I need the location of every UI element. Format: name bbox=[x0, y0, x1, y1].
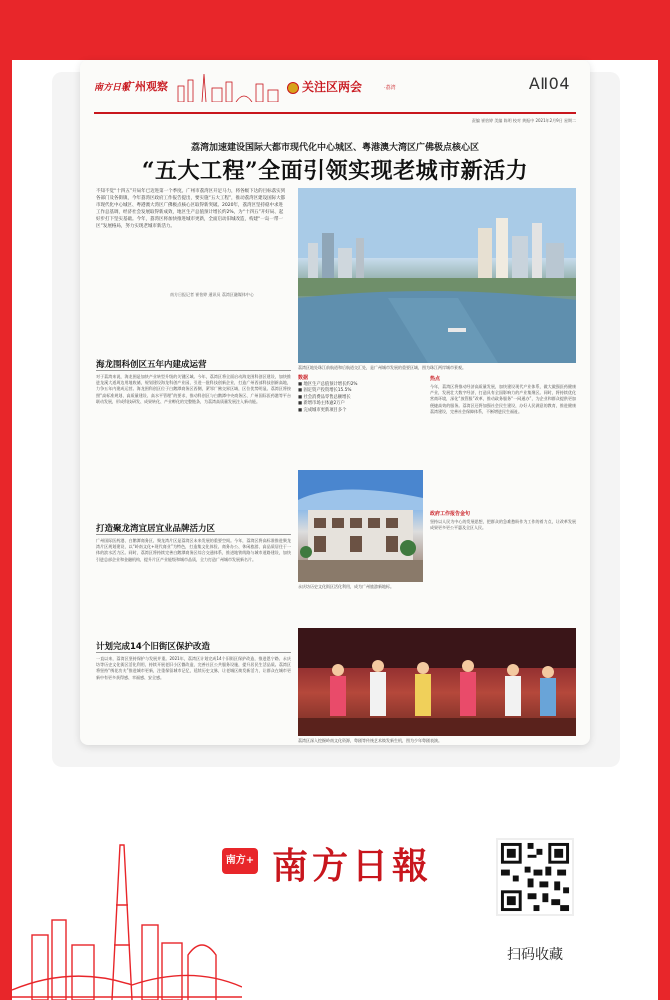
section1-title: 海龙围科创区五年内建成运营 bbox=[96, 360, 207, 370]
red-frame-top bbox=[0, 0, 670, 60]
article-lead: 不知不觉“十四五”开局年已迈进第一个季度。广州市荔湾区开足马力，将各级下达的目标落实到各部门及各街镇，今年荔湾区政府工作报告提出，要实施“五大工程”，推动荔湾区建设国际大都市现代化中心城区、粤港澳大湾区广佛极点核心区取得新突破。2020年，荔湾区坚持稳中求进工作总基调，经济社会发展取得新成效，地区生产总值预计增长约2%，为“十四五”开好局、起好步打下坚实基础。今年，荔湾区将加快推进城市更新，全面启动旧城改造，构建“一岛一带一区”发展格局，努力实现老城市新活力。 bbox=[96, 189, 286, 229]
data-item: ■ 社会消费品零售总额增长 bbox=[298, 394, 351, 400]
quotes-title: 政府工作报告金句 bbox=[430, 511, 471, 517]
opera-illustration bbox=[298, 628, 576, 736]
red-frame-left bbox=[0, 0, 12, 1000]
hot-topic-title: 热点 bbox=[430, 376, 441, 382]
masthead-logo: 南方日報 bbox=[94, 83, 131, 93]
masthead-divider bbox=[94, 112, 576, 114]
skyline-icon bbox=[174, 72, 284, 102]
right-column bbox=[430, 375, 576, 619]
masthead bbox=[94, 72, 576, 132]
street-photo-caption: 永庆坊历史文化街区活化利用，成为广州旅游新地标。 bbox=[298, 584, 394, 589]
section2-rule bbox=[96, 534, 291, 535]
masthead-info: 责编 崔怡婷 美编 陈明 校对 黄振中 2021年2月9日 星期二 bbox=[471, 118, 576, 123]
app-logo[interactable]: 南方+ bbox=[222, 848, 258, 874]
data-item: ■ 固定资产投资增长15.5% bbox=[298, 388, 352, 393]
data-box-title: 数据 bbox=[298, 375, 309, 381]
section-name: 广州观察 bbox=[124, 80, 168, 93]
hot-topic-body: 今年，荔湾区将推动经济高质量发展，加快建设现代产业体系，做大做强医药健康产业，发展壮大数字经济，打造具有全国影响力的产业集聚区。同时，将持续优化营商环境，深化“放管服”改革，推动政务服务“一网通办”，为企业和群众提供更加便捷高效的服务。荔湾区还将加强社会民生建设，办好人民满意的教育，推进健康荔湾建设，完善社会保障体系，不断增进民生福祉。 bbox=[430, 384, 576, 414]
opera-photo-caption: 荔湾区深入挖掘岭南文化资源，粤剧等传统艺术焕发新生机，图为少年粤剧表演。 bbox=[298, 738, 442, 743]
data-item: ■ 完成城市更新项目多个 bbox=[298, 407, 347, 413]
opera-performance-photo bbox=[298, 628, 576, 736]
newspaper-name: 南方日報 bbox=[272, 845, 433, 887]
section1-rule bbox=[96, 370, 291, 371]
historic-street-illustration bbox=[298, 470, 423, 582]
section3-body: 一直以来，荔湾区坚持保护与发展并重。2021年，荔湾区计划完成14个旧街区保护改造，推进恩宁路、永庆坊等历史文化街区活化利用，持续开展老旧小区微改造，完善社区公共服务设施，提升居民生活品质。荔湾区将坚持“绣花功夫”推进城市更新，注重保留城市记忆，延续历史文脉，让老城区焕发新活力，让群众在城市更新中有更多获得感、幸福感、安全感。 bbox=[96, 656, 291, 680]
topic-subtitle: ·荔湾 bbox=[384, 85, 396, 91]
qr-label: 扫码收藏 bbox=[507, 947, 563, 963]
data-item: ■ 地区生产总值预计增长约2% bbox=[298, 381, 358, 387]
section2-body: 广州国际医药港、白鹅潭商务区、聚龙湾片区是荔湾区未来发展的重要空间。今年，荔湾区将高标准推进聚龙湾片区规划建设，以“岭南文化+现代商业”为特色，打造集文化体验、商务办公、休闲旅游、高品质居住于一体的滨水活力区。同时，荔湾区将持续完善白鹅潭商务区综合交通体系，推进地铁线路与城市道路建设，加快引进总部企业和金融机构，提升片区产业能级和城市品质，全力打造广州城市发展新名片。 bbox=[96, 538, 291, 562]
topic-title: 关注区两会 bbox=[302, 80, 363, 94]
historic-street-photo bbox=[298, 470, 423, 582]
data-item: ■ 新增市场主体逾2万户 bbox=[298, 401, 345, 406]
section1-body: 对于荔湾来说，海龙围是加快产业转型升级的关键区域。今年，荔湾区将全面启动海龙围科创区建设，加快推进龙溪大道周边用地收储，规划建设海龙科创产业园，引进一批科技创新企业，打造广州西部科技创新高地，力争五年内建成运营。海龙围科创区位于白鹅潭商务区西侧，紧邻广佛交界区域，区位优势明显。荔湾区将按照“高标准规划、高质量建设、高水平管理”的要求，推动科创区与白鹅潭中央商务区、广州国际医药港等平台联动发展，形成科技研发、成果转化、产业孵化的完整链条，为荔湾高质量发展注入新动能。 bbox=[96, 374, 291, 404]
newspaper-page[interactable] bbox=[80, 60, 590, 745]
emblem-icon bbox=[287, 82, 299, 94]
river-city-illustration bbox=[298, 188, 576, 363]
river-photo-caption: 荔湾区地处珠江前航道和后航道交汇处，是广州城市发展的重要区域，图为珠江两岸城市景观。 bbox=[298, 365, 466, 370]
qr-code-icon bbox=[498, 840, 572, 914]
red-frame-right bbox=[658, 0, 670, 1000]
data-box bbox=[298, 375, 423, 414]
article-headline: “五大工程”全面引领实现老城市新活力 bbox=[141, 158, 529, 184]
quotes-body: 坚持以人民为中心的发展思想，把群众的急难愁盼作为工作的着力点，让改革发展成果更多更公平惠及全区人民。 bbox=[430, 519, 576, 531]
article-byline: 南方日报记者 崔怡婷 通讯员 荔湾区融媒体中心 bbox=[170, 292, 254, 297]
section3-title: 计划完成14个旧街区保护改造 bbox=[96, 642, 210, 652]
article-kicker: 荔湾加速建设国际大都市现代化中心城区、粤港澳大湾区广佛极点核心区 bbox=[190, 143, 479, 153]
page-number: AⅡ04 bbox=[528, 74, 570, 93]
section2-title: 打造聚龙湾宜居宜业品牌活力区 bbox=[96, 524, 216, 534]
guangzhou-skyline-icon bbox=[12, 825, 242, 1000]
section3-rule bbox=[96, 652, 291, 653]
river-city-photo bbox=[298, 188, 576, 363]
qr-code[interactable] bbox=[496, 838, 574, 916]
